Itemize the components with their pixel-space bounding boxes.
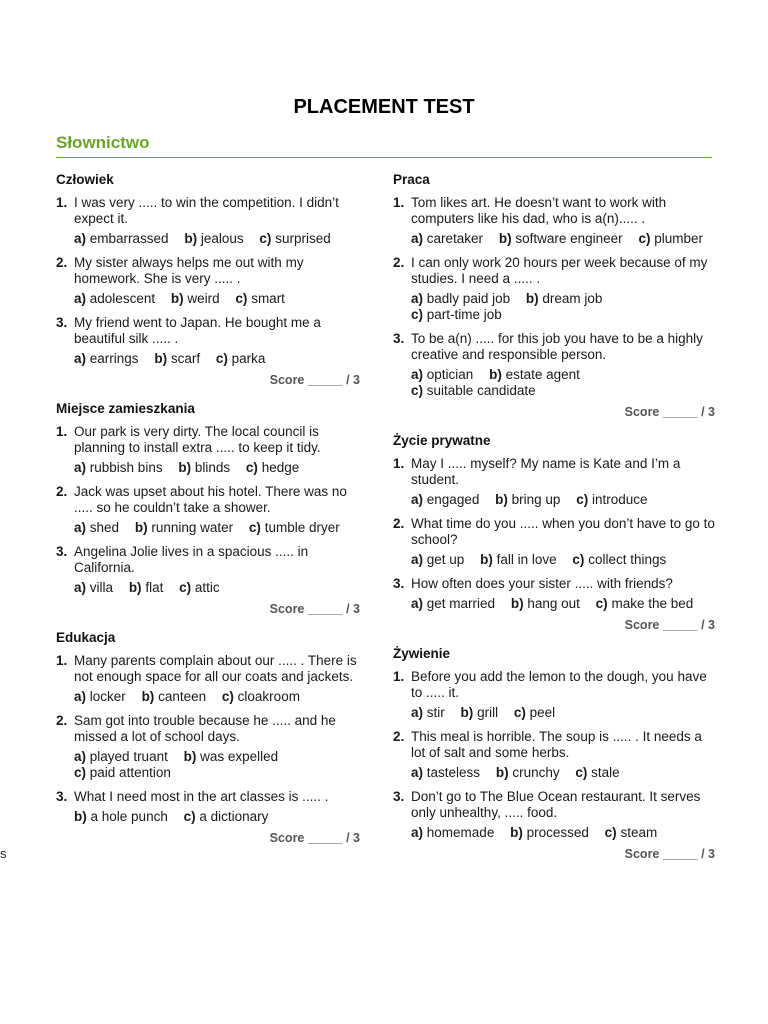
option-letter: c) [411,383,424,398]
score-line: Score _____ / 3 [624,618,715,632]
option-text: tasteless [426,765,481,780]
answer-option [495,492,560,507]
option-text: crunchy [512,765,560,780]
answer-option [411,492,479,507]
question-number: 1. [56,424,68,439]
answer-option [184,749,279,764]
option-text: peel [529,705,556,720]
question-text: Angelina Jolie lives in a spacious ..... in California. [74,544,309,575]
option-text: estate agent [505,367,580,382]
option-text: flat [145,580,164,595]
answer-option [411,765,480,780]
option-letter: c) [245,460,258,475]
question-text: May I ..... myself? My name is Kate and I’m a student. [411,456,681,487]
score-line: Score _____ / 3 [624,405,715,419]
question-number: 1. [393,669,405,684]
answer-option [411,825,494,840]
option-text: played truant [89,749,168,764]
section-title: Słownictwo [56,133,150,152]
option-text: part-time job [426,307,502,322]
option-letter: c) [248,520,261,535]
option-letter: c) [575,765,588,780]
option-letter: b) [184,231,198,246]
answer-option [411,705,445,720]
option-text: stir [426,705,445,720]
answer-options [411,291,715,323]
question-number: 3. [393,576,405,591]
right-column [393,172,715,875]
option-text: attic [194,580,220,595]
question-number: 2. [56,255,68,270]
answer-options [74,809,360,825]
question-number: 2. [393,729,405,744]
answer-options [74,520,360,536]
question-number: 3. [56,789,68,804]
answer-option [178,460,230,475]
option-text: shed [89,520,120,535]
option-letter: a) [74,580,87,595]
answer-options [74,291,360,307]
option-text: rubbish bins [89,460,163,475]
category-block [56,172,360,387]
option-letter: c) [235,291,248,306]
option-letter: b) [495,492,508,507]
question [393,729,715,761]
answer-option [74,291,155,306]
answer-option [514,705,555,720]
option-text: grill [477,705,499,720]
answer-option [74,765,171,780]
answer-option [142,689,207,704]
option-letter: c) [513,705,526,720]
answer-option [510,825,589,840]
option-letter: a) [74,460,87,475]
score-line: Score _____ / 3 [269,831,360,845]
option-text: jealous [200,231,244,246]
option-letter: c) [183,809,196,824]
option-letter: c) [411,307,424,322]
option-letter: a) [74,749,87,764]
cropped-text-fragment: s [0,846,7,861]
answer-option [171,291,220,306]
option-text: surprised [275,231,331,246]
option-text: get married [426,596,496,611]
option-letter: b) [510,596,524,611]
question-number: 1. [393,195,405,210]
answer-option [154,351,200,366]
question-number: 2. [393,516,405,531]
option-letter: a) [411,367,424,382]
option-letter: b) [154,351,168,366]
score-line: Score _____ / 3 [269,373,360,387]
option-letter: a) [411,825,424,840]
question [56,713,360,745]
option-text: caretaker [426,231,484,246]
question-text: Don’t go to The Blue Ocean restaurant. It serves only unhealthy, ..... food. [411,789,701,820]
category-title: Miejsce zamieszkania [56,401,195,416]
answer-option [74,460,163,475]
answer-option [411,231,483,246]
option-letter: b) [495,765,509,780]
option-text: smart [251,291,285,306]
answer-option [259,231,330,246]
answer-option [526,291,603,306]
option-text: processed [526,825,589,840]
question [56,255,360,287]
score-line: Score _____ / 3 [269,602,360,616]
answer-options [74,351,360,367]
answer-option [246,460,299,475]
answer-option [74,231,169,246]
option-letter: b) [178,460,192,475]
category-title: Życie prywatne [393,433,491,448]
left-column [56,172,360,859]
option-letter: b) [460,705,474,720]
answer-option [222,689,300,704]
answer-options [411,231,715,247]
option-letter: c) [179,580,192,595]
answer-option [511,596,580,611]
option-letter: b) [183,749,197,764]
option-text: villa [89,580,114,595]
question [393,516,715,548]
answer-options [411,705,715,721]
answer-option [184,231,243,246]
answer-option [129,580,164,595]
answer-options [74,749,360,781]
answer-option [638,231,703,246]
option-text: hang out [527,596,580,611]
option-text: introduce [591,492,648,507]
answer-options [74,231,360,247]
answer-options [74,689,360,705]
question-number: 3. [393,331,405,346]
category-block [56,630,360,845]
answer-options [411,367,715,399]
answer-option [249,520,340,535]
option-letter: a) [74,231,87,246]
option-letter: a) [74,689,87,704]
option-letter: c) [572,552,585,567]
option-letter: a) [411,552,424,567]
option-text: plumber [654,231,703,246]
question [393,255,715,287]
answer-options [74,580,360,596]
question-number: 3. [56,315,68,330]
question [56,789,360,805]
question-number: 1. [393,456,405,471]
question-text: Our park is very dirty. The local council is planning to install extra ..... to keep it tidy. [74,424,321,455]
question-text: I was very ..... to win the competition. I didn’t expect it. [74,195,339,226]
answer-option [489,367,580,382]
category-title: Praca [393,172,430,187]
question-text: Jack was upset about his hotel. There was no ..... so he couldn’t take a shower. [74,484,347,515]
answer-option [74,689,126,704]
question [56,653,360,685]
question [56,424,360,456]
option-text: hedge [261,460,300,475]
option-letter: c) [595,596,608,611]
option-letter: a) [74,520,87,535]
answer-options [411,552,715,568]
question [56,484,360,516]
question-number: 2. [56,484,68,499]
option-letter: a) [411,705,424,720]
answer-option [179,580,220,595]
answer-option [74,809,168,824]
question-number: 3. [56,544,68,559]
option-text: paid attention [89,765,171,780]
option-text: a dictionary [199,809,269,824]
question-number: 1. [56,653,68,668]
question-number: 3. [393,789,405,804]
option-text: was expelled [200,749,279,764]
question [393,669,715,701]
option-letter: c) [259,231,272,246]
answer-option [411,383,536,398]
answer-option [480,552,557,567]
category-title: Edukacja [56,630,116,645]
question-text: What I need most in the art classes is ..... . [74,789,329,804]
option-text: dream job [542,291,603,306]
option-letter: b) [74,809,87,824]
option-text: embarrassed [89,231,169,246]
answer-option [461,705,499,720]
option-text: stale [591,765,620,780]
answer-option [135,520,233,535]
answer-option [605,825,658,840]
option-text: blinds [194,460,231,475]
answer-option [74,520,119,535]
option-letter: c) [221,689,234,704]
option-text: running water [151,520,234,535]
option-text: bring up [511,492,561,507]
option-text: get up [426,552,465,567]
question [56,544,360,576]
option-letter: b) [170,291,184,306]
option-text: adolescent [89,291,156,306]
option-letter: b) [498,231,512,246]
page-title: PLACEMENT TEST [293,96,475,118]
option-letter: b) [134,520,148,535]
category-title: Żywienie [393,646,451,661]
answer-option [411,291,510,306]
answer-option [499,231,623,246]
option-text: make the bed [611,596,694,611]
option-text: tumble dryer [264,520,340,535]
answer-option [596,596,694,611]
option-letter: c) [604,825,617,840]
answer-option [411,307,502,322]
option-text: earrings [89,351,139,366]
question-text: Many parents complain about our ..... . There is not enough space for all our coats and jackets. [74,653,357,684]
option-text: homemade [426,825,495,840]
question-text: To be a(n) ..... for this job you have to be a highly creative and responsible person. [411,331,703,362]
answer-option [411,596,495,611]
answer-option [411,552,464,567]
option-letter: a) [411,291,424,306]
option-letter: b) [128,580,142,595]
question-text: Sam got into trouble because he ..... and he missed a lot of school days. [74,713,336,744]
category-title: Człowiek [56,172,114,187]
question [393,789,715,821]
answer-option [576,492,647,507]
question [393,576,715,592]
answer-option [235,291,285,306]
answer-options [74,460,360,476]
option-letter: b) [525,291,539,306]
option-letter: a) [411,231,424,246]
option-letter: a) [411,492,424,507]
category-block [393,646,715,861]
option-text: cloakroom [237,689,300,704]
question-text: How often does your sister ..... with friends? [411,576,673,591]
option-text: weird [187,291,220,306]
question-text: This meal is horrible. The soup is ..... . It needs a lot of salt and some herbs. [411,729,702,760]
answer-option [74,351,139,366]
option-letter: c) [215,351,228,366]
option-text: parka [231,351,266,366]
answer-options [411,492,715,508]
option-text: engaged [426,492,480,507]
answer-options [411,825,715,841]
answer-option [74,749,168,764]
option-text: software engineer [515,231,623,246]
category-block [393,172,715,419]
option-letter: b) [510,825,523,840]
question-text: Tom likes art. He doesn’t want to work with computers like his dad, who is a(n)..... . [411,195,667,226]
answer-option [572,552,666,567]
answer-options [411,596,715,612]
answer-option [184,809,269,824]
answer-options [411,765,715,781]
question-number: 2. [393,255,405,270]
option-letter: a) [411,596,424,611]
option-text: collect things [588,552,667,567]
section-divider [56,157,712,158]
question [393,195,715,227]
option-text: scarf [170,351,201,366]
option-letter: b) [480,552,493,567]
option-letter: c) [74,765,87,780]
answer-option [496,765,560,780]
option-letter: b) [141,689,155,704]
category-block [56,401,360,616]
question [393,456,715,488]
score-line: Score _____ / 3 [624,847,715,861]
option-text: a hole punch [90,809,168,824]
question-text: My friend went to Japan. He bought me a beautiful silk ..... . [74,315,321,346]
question-text: I can only work 20 hours per week because of my studies. I need a ..... . [411,255,708,286]
option-text: canteen [158,689,207,704]
answer-option [411,367,473,382]
question-text: Before you add the lemon to the dough, you have to ..... it. [411,669,707,700]
option-letter: a) [74,351,87,366]
question-text: What time do you ..... when you don’t have to go to school? [411,516,715,547]
option-text: suitable candidate [426,383,536,398]
option-letter: c) [576,492,589,507]
category-block [393,433,715,632]
option-letter: a) [411,765,424,780]
option-text: steam [620,825,658,840]
option-text: locker [89,689,126,704]
option-letter: a) [74,291,87,306]
answer-option [575,765,619,780]
option-text: fall in love [496,552,557,567]
answer-option [216,351,266,366]
question [56,195,360,227]
option-letter: c) [638,231,651,246]
option-letter: b) [489,367,502,382]
option-text: badly paid job [426,291,511,306]
option-text: optician [426,367,474,382]
question-number: 2. [56,713,68,728]
question-text: My sister always helps me out with my homework. She is very ..... . [74,255,304,286]
answer-option [74,580,113,595]
question-number: 1. [56,195,68,210]
question [393,331,715,363]
question [56,315,360,347]
